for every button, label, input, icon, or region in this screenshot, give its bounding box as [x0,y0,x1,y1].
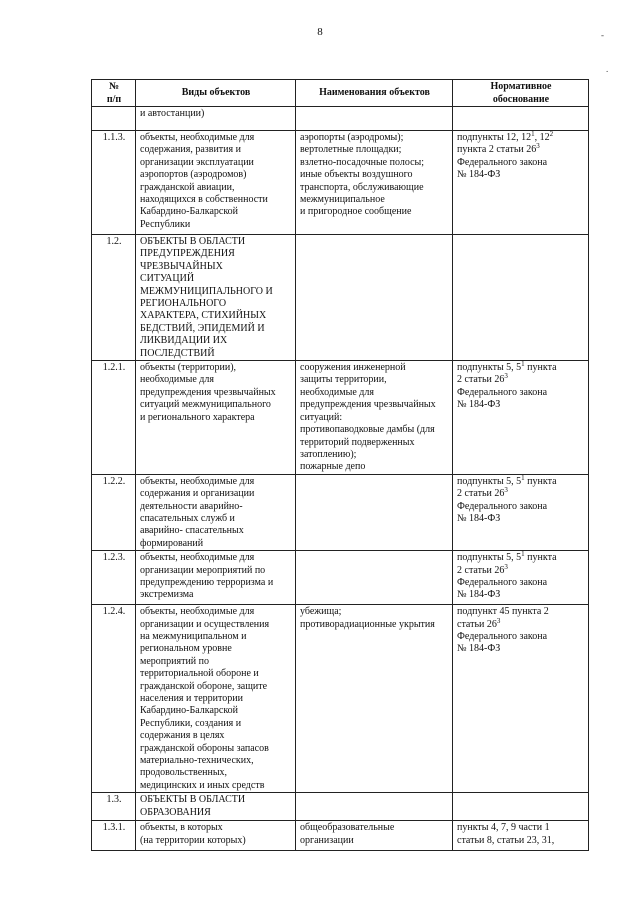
normative-basis-cell: подпункты 5, $5^1$ пункта 2 статьи $26^3$ Федерального закона № 184-ФЗ [453,551,589,605]
object-type-cell: объекты (территории), необходимые для предупреждения чрезвычайных ситуаций межмуниципального и регионального характера [136,361,296,475]
table-row [92,107,589,131]
normative-basis-cell: подпункт 45 пункта 2 статьи $26^3$ Федерального закона № 184-ФЗ [453,605,589,793]
object-name-cell [296,551,453,605]
column-header-normative-basis: Нормативное обоснование [453,80,589,107]
objects-table [91,79,589,851]
table-row [92,235,589,361]
normative-basis-cell: пункты 4, 7, 9 части 1 статьи 8, статьи 23, 31, [453,821,589,851]
row-number-cell: 1.2. [92,235,136,361]
object-type-cell: объекты, необходимые для организации мероприятий по предупреждению терроризма и экстремизма [136,551,296,605]
scan-mark: - [601,30,604,40]
table-row [92,605,589,793]
table-header-row [92,80,589,107]
normative-basis-cell [453,793,589,821]
row-number-cell: 1.2.2. [92,474,136,550]
object-type-cell: объекты, необходимые для содержания, развития и организации эксплуатации аэропортов (аэродромов) гражданской авиации, находящихся в собственности Кабардино-Балкарской Республики [136,131,296,235]
object-type-cell: объекты, необходимые для организации и осуществления на межмуниципальном и региональном уровне мероприятий по территориальной обороне и гражданской обороне, защите населения и территории Кабардино-Балкарской Республики, создания и содержания в целях гражданской обороны запасов материально-технических, продовольственных, медицинских и иных средств [136,605,296,793]
object-name-cell: убежища; противорадиационные укрытия [296,605,453,793]
object-name-cell [296,793,453,821]
object-name-cell [296,474,453,550]
row-number-cell: 1.3. [92,793,136,821]
table-row [92,793,589,821]
normative-basis-cell: подпункты 12, $12^1$, $12^2$ пункта 2 статьи $26^3$ Федерального закона № 184-ФЗ [453,131,589,235]
object-type-cell: объекты, в которых (на территории которых) [136,821,296,851]
row-number-cell: 1.3.1. [92,821,136,851]
object-name-cell: аэропорты (аэродромы); вертолетные площадки; взлетно-посадочные полосы; иные объекты воздушного транспорта, обслуживающие межмуниципальное и пригородное сообщение [296,131,453,235]
row-number-cell: 1.1.3. [92,131,136,235]
table-row [92,361,589,475]
table-row [92,821,589,851]
object-name-cell: общеобразовательные организации [296,821,453,851]
column-header-object-types: Виды объектов [136,80,296,107]
scan-mark: . [606,64,609,74]
table-row [92,474,589,550]
object-type-cell: ОБЪЕКТЫ В ОБЛАСТИ ПРЕДУПРЕЖДЕНИЯ ЧРЕЗВЫЧАЙНЫХ СИТУАЦИЙ МЕЖМУНИЦИПАЛЬНОГО И РЕГИОНАЛЬНОГО ХАРАКТЕРА, СТИХИЙНЫХ БЕДСТВИЙ, ЭПИДЕМИЙ И ЛИКВИДАЦИИ ИХ ПОСЛЕДСТВИЙ [136,235,296,361]
object-name-cell [296,107,453,131]
object-name-cell: сооружения инженерной защиты территории, необходимые для предупреждения чрезвычайных ситуаций: противопаводковые дамбы (для территорий подверженных затоплению); пожарные депо [296,361,453,475]
object-type-cell: объекты, необходимые для содержания и организации деятельности аварийно- спасательных служб и аварийно- спасательных формирований [136,474,296,550]
normative-basis-cell [453,107,589,131]
object-type-cell: ОБЪЕКТЫ В ОБЛАСТИ ОБРАЗОВАНИЯ [136,793,296,821]
row-number-cell: 1.2.4. [92,605,136,793]
normative-basis-cell [453,235,589,361]
table-row [92,551,589,605]
row-number-cell [92,107,136,131]
table-row [92,131,589,235]
object-type-cell: и автостанции) [136,107,296,131]
object-name-cell [296,235,453,361]
page-number: 8 [317,26,323,38]
row-number-cell: 1.2.3. [92,551,136,605]
row-number-cell: 1.2.1. [92,361,136,475]
normative-basis-cell: подпункты 5, $5^1$ пункта 2 статьи $26^3$ Федерального закона № 184-ФЗ [453,361,589,475]
column-header-object-names: Наименования объектов [296,80,453,107]
normative-basis-cell: подпункты 5, $5^1$ пункта 2 статьи $26^3$ Федерального закона № 184-ФЗ [453,474,589,550]
column-header-number: № п/п [92,80,136,107]
